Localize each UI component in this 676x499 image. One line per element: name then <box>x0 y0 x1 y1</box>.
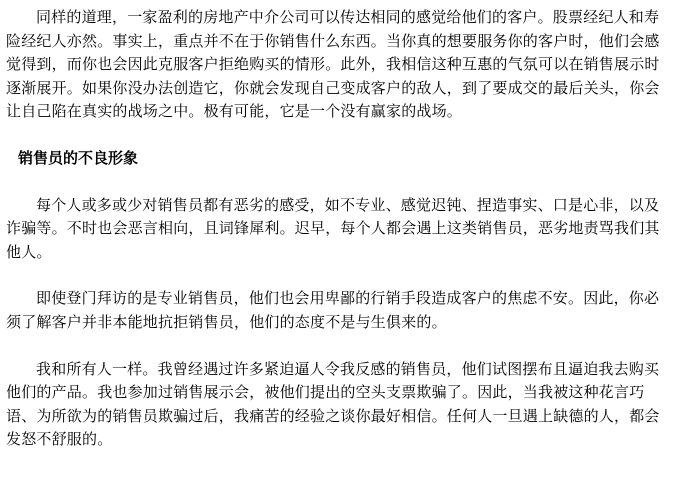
paragraph-spacer <box>6 264 670 287</box>
paragraph-professional-salesman: 即使登门拜访的是专业销售员，他们也会用卑鄙的行销手段造成客户的焦虑不安。因此，你必须了解客户并非本能地抗拒销售员，他们的态度不是与生俱来的。 <box>6 289 660 331</box>
paragraph-intro: 同样的道理，一家盈利的房地产中介公司可以传达相同的感觉给他们的客户。股票经纪人和寿险经纪人亦然。事实上，重点并不在于你销售什么东西。当你真的想要服务你的客户时，他们会感觉得到，而你也会因此克服客户拒绝购买的情形。此外，我相信这种互惠的气氛可以在销售展示时逐渐展开。如果你没办法创造它，你就会发现自己变成客户的敌人，到了要成交的最后关头，你会让自己陷在真实的战场之中。极有可能，它是一个没有赢家的战场。 <box>6 8 660 121</box>
paragraph-spacer <box>6 124 670 147</box>
paragraph-personal-experience: 我和所有人一样。我曾经遇过许多紧迫逼人令我反感的销售员，他们试图摆布且逼迫我去购买他们的产品。我也参加过销售展示会，被他们提出的空头支票欺骗了。因此，当我被这种花言巧语、为所欲为的销售员欺骗过后，我痛苦的经验之谈你最好相信。任何人一旦遇上缺德的人，都会发怒不舒服的。 <box>6 359 660 449</box>
paragraph-bad-image: 每个人或多或少对销售员都有恶劣的感受，如不专业、感觉迟钝、捏造事实、口是心非，以及诈骗等。不时也会恶言相向，且词锋犀利。迟早，每个人都会遇上这类销售员，恶劣地责骂我们其他人。 <box>6 195 660 261</box>
section-heading: 销售员的不良形象 <box>18 148 139 167</box>
paragraph-spacer <box>6 171 670 194</box>
paragraph-spacer <box>6 335 670 358</box>
